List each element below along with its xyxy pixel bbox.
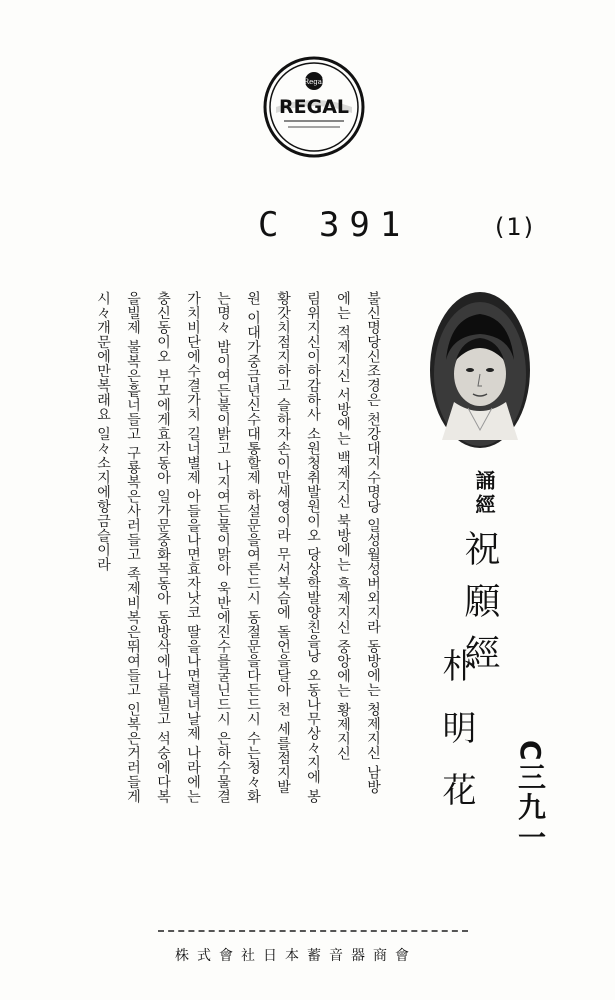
footer-divider: [158, 930, 468, 932]
song-title: 祝願經: [459, 530, 500, 686]
catalog-number-vertical: C三九一: [514, 740, 547, 853]
lyric-line: 원 이대가중금년신수대통할제 하설문을여른드시 동절문을다든드시 수는청々화: [245, 291, 261, 804]
lyric-line: 시々개문에만복래요 일々소지에항금슬이라: [95, 291, 111, 572]
lyric-line: 에는 적제지신 서방에는 백제지신 북방에는 흑제지신 중앙에는 황제지신: [335, 291, 351, 761]
lyric-line: 황갓치점지하고 슬하자손이만세영이라 무서복슴에 돌언을달아 천 세를점지발: [275, 291, 291, 795]
svg-text:Regal: Regal: [303, 78, 325, 86]
genre-label: 誦經: [472, 470, 496, 518]
lyric-line: 충신동이오 부모에게효자동아 일가문중화목동아 동방삭에나를빌고 석숭에다복: [155, 291, 171, 804]
company-name: 株式會社日本蓄音器商會: [175, 948, 417, 964]
lyric-line: 림위지신이하감하사 소원청취발원이오 당상학발양친을낭 오동나무상々지에 봉: [305, 291, 321, 804]
lyric-line: 가치비단에수결가치 길너별제 아들을나면효자낫코 딸을나면렬녀날제 나라에는: [185, 291, 201, 804]
side-number: (1): [495, 213, 535, 241]
artist-name: 朴明花: [436, 648, 476, 834]
brand-text: REGAL: [278, 96, 350, 118]
lyric-line: 을빌제 불복은흩너들고 구룡복은사러들고 족제비복은뛰여들고 인복은거러들게: [125, 291, 141, 804]
catalog-number: C 391: [258, 205, 411, 245]
artist-portrait: [428, 290, 532, 450]
regal-logo: [262, 55, 366, 159]
lyric-line: 불신명당신조경은 천강대지수명당 일성월성버외지라 동방에는 청제지신 남방: [365, 291, 381, 795]
lyric-line: 는명々 밤이여든불이밝고 나지여든물이맑아 욱반에진수를굴닌드시 은하수물결: [215, 291, 231, 804]
lyrics-block: [88, 291, 388, 851]
